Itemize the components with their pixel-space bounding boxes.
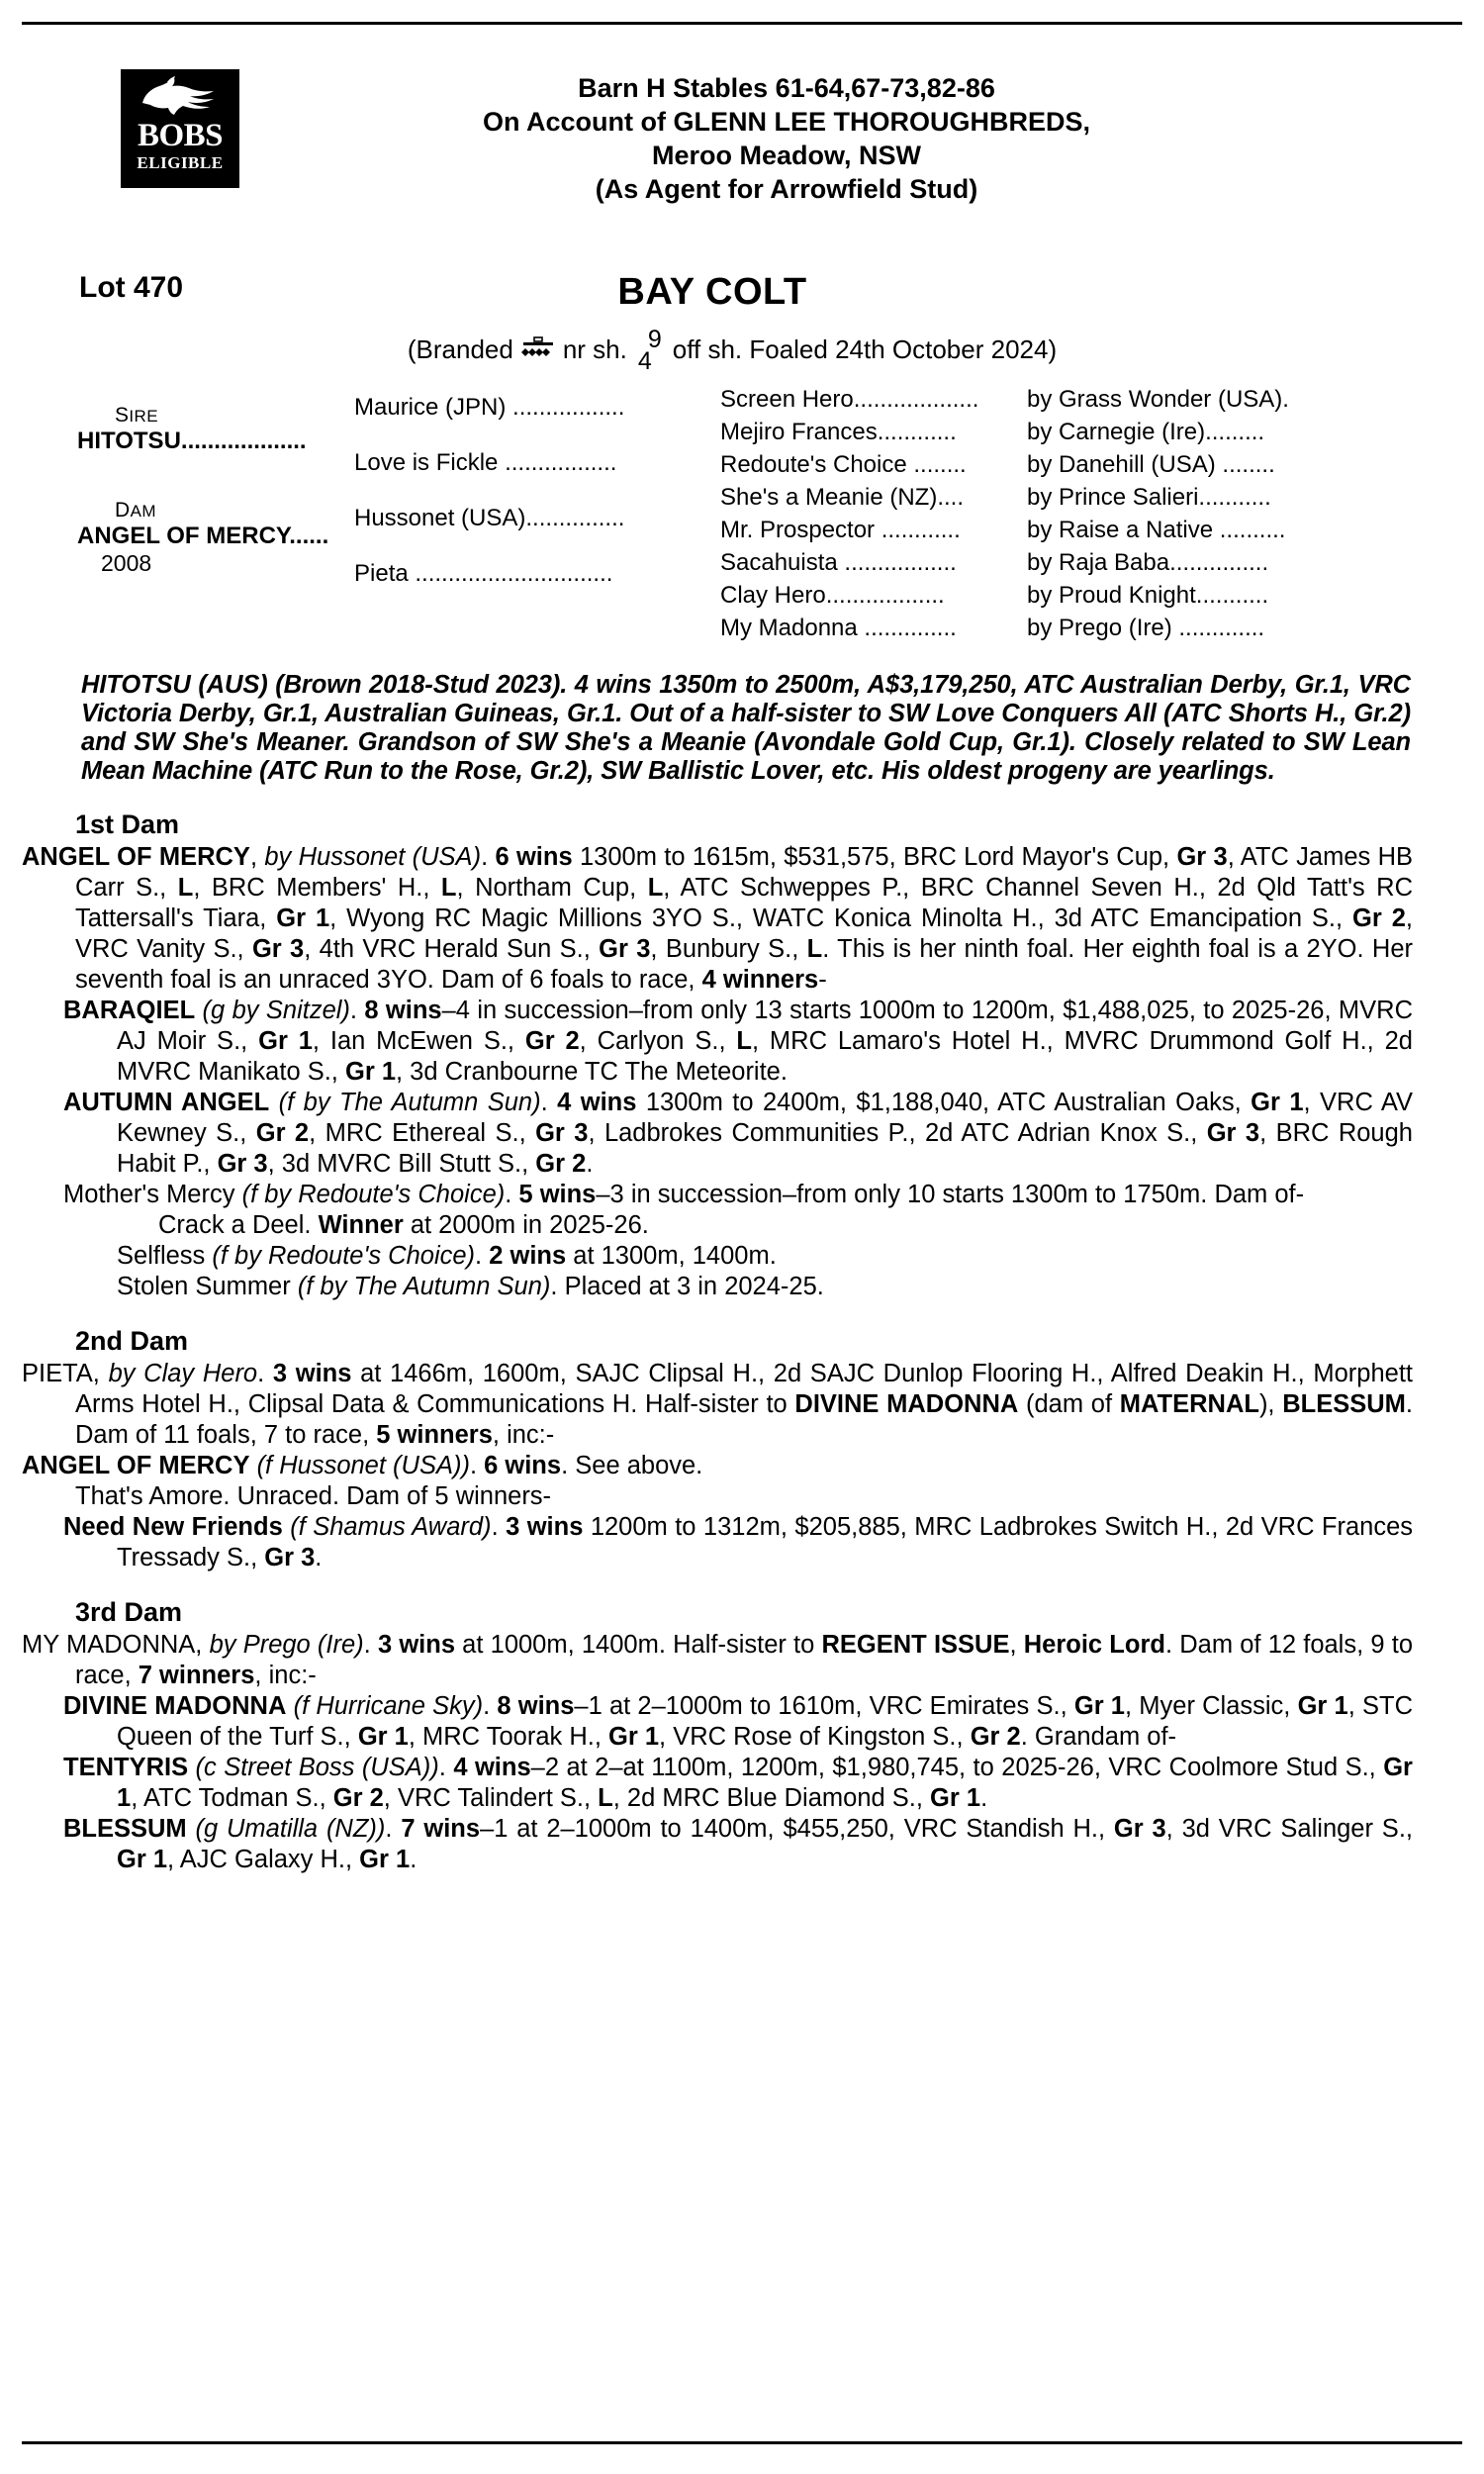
gg-name: Mr. Prospector ............ <box>720 517 961 543</box>
barn-stables-line: Barn H Stables 61-64,67-73,82-86 <box>578 73 995 103</box>
greatgrandparent-row <box>720 484 1417 517</box>
gg-sire: by Raja Baba............... <box>1027 549 1269 576</box>
pedigree-entry: MY MADONNA, by Prego (Ire). 3 wins at 1000m, 1400m. Half-sister to REGENT ISSUE, Heroic Lord. Dam of 12 foals, 9 to race, 7 winners, inc:- <box>22 1631 1413 1689</box>
dam-name: ANGEL OF MERCY...... <box>77 523 329 549</box>
greatgrandparent-row <box>720 549 1417 582</box>
brand-prefix-text: (Branded <box>407 333 513 364</box>
gg-sire: by Raise a Native .......... <box>1027 517 1286 543</box>
dam-sections <box>22 809 1417 1875</box>
sire-block <box>77 404 354 455</box>
grandparent-row: Love is Fickle ................. <box>354 449 617 476</box>
bobs-eligible-logo <box>121 69 239 188</box>
pedigree-col-grandparents <box>354 384 720 647</box>
gg-name: Sacahuista ................. <box>720 549 957 576</box>
greatgrandparent-row <box>720 582 1417 615</box>
brand-suffix-text: off sh. Foaled 24th October 2024) <box>672 333 1058 364</box>
logo-brand-text: BOBS <box>137 118 224 153</box>
grandparent-row: Maurice (JPN) ................. <box>354 394 625 421</box>
brand-mid-text: nr sh. <box>562 333 627 364</box>
brand-fraction-numerator: 9 <box>647 326 662 353</box>
pedigree-table <box>67 384 1417 647</box>
location-line: Meroo Meadow, NSW <box>651 141 921 170</box>
dam-year: 2008 <box>101 550 152 576</box>
gg-name: Mejiro Frances............ <box>720 419 957 445</box>
pedigree-col-greatgrandparents <box>720 384 1417 647</box>
sire-summary-paragraph: HITOTSU (AUS) (Brown 2018-Stud 2023). 4 wins 1350m to 2500m, A$3,179,250, ATC Australian Derby, Gr.1, VRC Victoria Derby, Gr.1, Australian Guineas, Gr.1. Out of a half-sister to SW Love Conquers All (ATC Shorts H., Gr.2) and SW She's Meaner. Grandson of SW She's a Meanie (Avondale Gold Cup, Gr.1). Closely related to SW Lean Mean Machine (ATC Run to the Rose, Gr.2), SW Ballistic Lover, etc. His oldest progeny are yearlings. <box>81 671 1411 785</box>
gg-name: Redoute's Choice ........ <box>720 451 967 478</box>
pedigree-entry: TENTYRIS (c Street Boss (USA)). 4 wins–2 at 2–at 1100m, 1200m, $1,980,745, to 2025-26, VRC Coolmore Stud S., Gr 1, ATC Todman S., Gr 2, VRC Talindert S., L, 2d MRC Blue Diamond S., Gr 1. <box>63 1754 1413 1812</box>
pedigree-entry: Crack a Deel. Winner at 2000m in 2025-26. <box>158 1211 649 1239</box>
lot-number: Lot 470 <box>79 271 184 304</box>
dam-section-heading: 2nd Dam <box>75 1326 189 1356</box>
lot-title-row <box>67 271 1417 323</box>
sire-name: HITOTSU................... <box>77 428 307 454</box>
dam-section-heading: 1st Dam <box>75 809 180 839</box>
gg-sire: by Proud Knight........... <box>1027 582 1269 609</box>
greatgrandparent-row <box>720 419 1417 451</box>
pedigree-entry: Need New Friends (f Shamus Award). 3 wins 1200m to 1312m, $205,885, MRC Ladbrokes Switch H., 2d VRC Frances Tressady S., Gr 3. <box>63 1513 1414 1571</box>
pedigree-col-parents <box>67 384 354 647</box>
greatgrandparent-row <box>720 517 1417 549</box>
gg-sire: by Carnegie (Ire)......... <box>1027 419 1265 445</box>
gg-sire: by Danehill (USA) ........ <box>1027 451 1275 478</box>
logo-sub-text: ELIGIBLE <box>137 153 224 172</box>
account-line: On Account of GLENN LEE THOROUGHBREDS, <box>483 107 1090 137</box>
pedigree-entry: That's Amore. Unraced. Dam of 5 winners- <box>75 1482 552 1510</box>
gg-name: Clay Hero.................. <box>720 582 945 609</box>
header-text-block <box>67 69 1417 206</box>
pedigree-entry: AUTUMN ANGEL (f by The Autumn Sun). 4 wins 1300m to 2400m, $1,188,040, ATC Australian Oaks, Gr 1, VRC AV Kewney S., Gr 2, MRC Ethereal S., Gr 3, Ladbrokes Communities P., 2d ATC Adrian Knox S., Gr 3, BRC Rough Habit P., Gr 3, 3d MVRC Bill Stutt S., Gr 2. <box>63 1089 1414 1178</box>
brand-symbol-icon <box>521 336 555 362</box>
brand-fraction-denominator: 4 <box>637 347 652 375</box>
pedigree-entry: BLESSUM (g Umatilla (NZ)). 7 wins–1 at 2–1000m to 1400m, $455,250, VRC Standish H., Gr 3, 3d VRC Salinger S., Gr 1, AJC Galaxy H., Gr 1. <box>63 1815 1413 1873</box>
bottom-rule <box>22 2441 1462 2444</box>
brand-fraction <box>637 326 662 375</box>
pedigree-entry: Mother's Mercy (f by Redoute's Choice). 5 wins–3 in succession–from only 10 starts 1300m to 1750m. Dam of- <box>63 1181 1305 1208</box>
pedigree-entry: ANGEL OF MERCY (f Hussonet (USA)). 6 wins. See above. <box>22 1452 703 1479</box>
greatgrandparent-row <box>720 615 1417 647</box>
horse-head-icon <box>135 75 226 121</box>
greatgrandparent-row <box>720 451 1417 484</box>
grandparent-row: Pieta .............................. <box>354 560 613 587</box>
gg-name: Screen Hero................... <box>720 386 979 413</box>
pedigree-entry: ANGEL OF MERCY, by Hussonet (USA). 6 wins 1300m to 1615m, $531,575, BRC Lord Mayor's Cup, Gr 3, ATC James HB Carr S., L, BRC Members' H., L, Northam Cup, L, ATC Schweppes P., BRC Channel Seven H., 2d Qld Tatt's RC Tattersall's Tiara, Gr 1, Wyong RC Magic Millions 3YO S., WATC Konica Minolta H., 3d ATC Emancipation S., Gr 2, VRC Vanity S., Gr 3, 4th VRC Herald Sun S., Gr 3, Bunbury S., L. This is her ninth foal. Her eighth foal is a 2YO. Her seventh foal is an unraced 3YO. Dam of 6 foals to race, 4 winners- <box>22 843 1414 994</box>
gg-name: She's a Meanie (NZ).... <box>720 484 964 511</box>
greatgrandparent-row <box>720 386 1417 419</box>
gg-name: My Madonna .............. <box>720 615 957 641</box>
gg-sire: by Prince Salieri........... <box>1027 484 1271 511</box>
sire-label: SIRE <box>115 404 158 427</box>
pedigree-entry: PIETA, by Clay Hero. 3 wins at 1466m, 1600m, SAJC Clipsal H., 2d SAJC Dunlop Flooring H., Alfred Deakin H., Morphett Arms Hotel H., Clipsal Data & Communications H. Half-sister to DIVINE MADONNA (dam of MATERNAL), BLESSUM. Dam of 11 foals, 7 to race, 5 winners, inc:- <box>22 1360 1413 1449</box>
dam-label: DAM <box>115 499 156 522</box>
page-title: BAY COLT <box>617 271 807 313</box>
gg-sire: by Prego (Ire) ............. <box>1027 615 1265 641</box>
gg-sire: by Grass Wonder (USA). <box>1027 386 1289 413</box>
branding-line <box>67 326 1417 375</box>
pedigree-entry: DIVINE MADONNA (f Hurricane Sky). 8 wins–1 at 2–1000m to 1610m, VRC Emirates S., Gr 1, Myer Classic, Gr 1, STC Queen of the Turf S., Gr 1, MRC Toorak H., Gr 1, VRC Rose of Kingston S., Gr 2. Grandam of- <box>63 1692 1414 1751</box>
pedigree-entry: Stolen Summer (f by The Autumn Sun). Placed at 3 in 2024-25. <box>117 1273 824 1300</box>
pedigree-entry: Selfless (f by Redoute's Choice). 2 wins at 1300m, 1400m. <box>117 1242 777 1270</box>
dam-section-heading: 3rd Dam <box>75 1597 183 1627</box>
agent-line: (As Agent for Arrowfield Stud) <box>595 174 978 204</box>
grandparent-row: Hussonet (USA)............... <box>354 505 625 531</box>
pedigree-entry: BARAQIEL (g by Snitzel). 8 wins–4 in succession–from only 13 starts 1000m to 1200m, $1,488,025, to 2025-26, MVRC AJ Moir S., Gr 1, Ian McEwen S., Gr 2, Carlyon S., L, MRC Lamaro's Hotel H., MVRC Drummond Golf H., 2d MVRC Manikato S., Gr 1, 3d Cranbourne TC The Meteorite. <box>63 997 1414 1086</box>
dam-block <box>77 499 354 577</box>
page-header <box>67 0 1417 267</box>
